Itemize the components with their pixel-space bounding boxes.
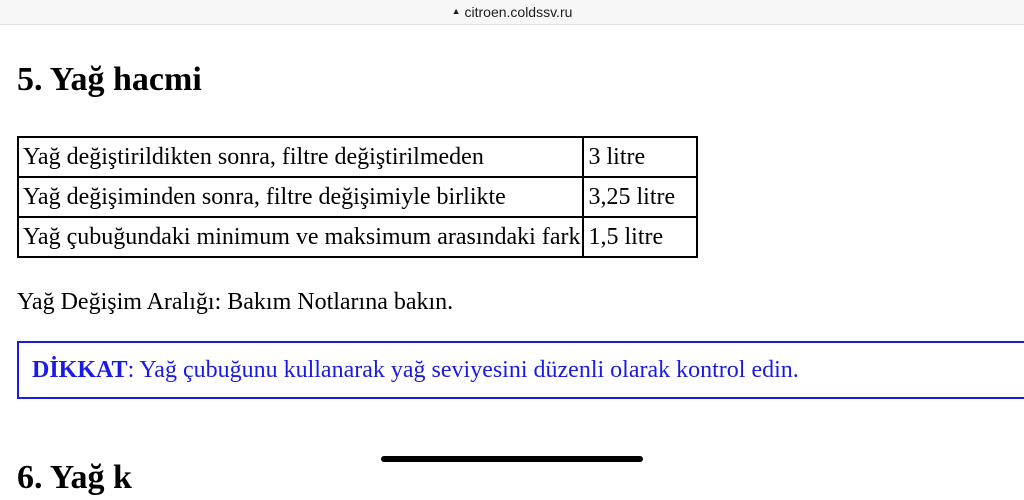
- table-row: [18, 137, 697, 177]
- browser-address-bar[interactable]: [0, 0, 1024, 25]
- home-indicator[interactable]: [381, 456, 643, 462]
- row-value: 3 litre: [583, 137, 697, 177]
- oil-change-interval: Yağ Değişim Aralığı: Bakım Notlarına bakın.: [17, 289, 454, 315]
- row-value: 1,5 litre: [583, 217, 697, 257]
- row-label: Yağ değişiminden sonra, filtre değişimiyle birlikte: [18, 177, 583, 217]
- lock-icon: ▲: [451, 6, 461, 16]
- warning-note: [17, 341, 1024, 399]
- warning-text: : Yağ çubuğunu kullanarak yağ seviyesini düzenli olarak kontrol edin.: [127, 356, 799, 383]
- row-label: Yağ değiştirildikten sonra, filtre değiştirilmeden: [18, 137, 583, 177]
- row-value: 3,25 litre: [583, 177, 697, 217]
- warning-label: DİKKAT: [32, 356, 128, 383]
- table-row: [18, 177, 697, 217]
- oil-volume-table: [17, 136, 698, 258]
- next-section-title: 6. Yağ k: [17, 459, 132, 496]
- table-row: [18, 217, 697, 257]
- section-title: 5. Yağ hacmi: [17, 61, 202, 98]
- url-text: citroen.coldssv.ru: [464, 4, 573, 20]
- row-label: Yağ çubuğundaki minimum ve maksimum arasındaki fark: [18, 217, 583, 257]
